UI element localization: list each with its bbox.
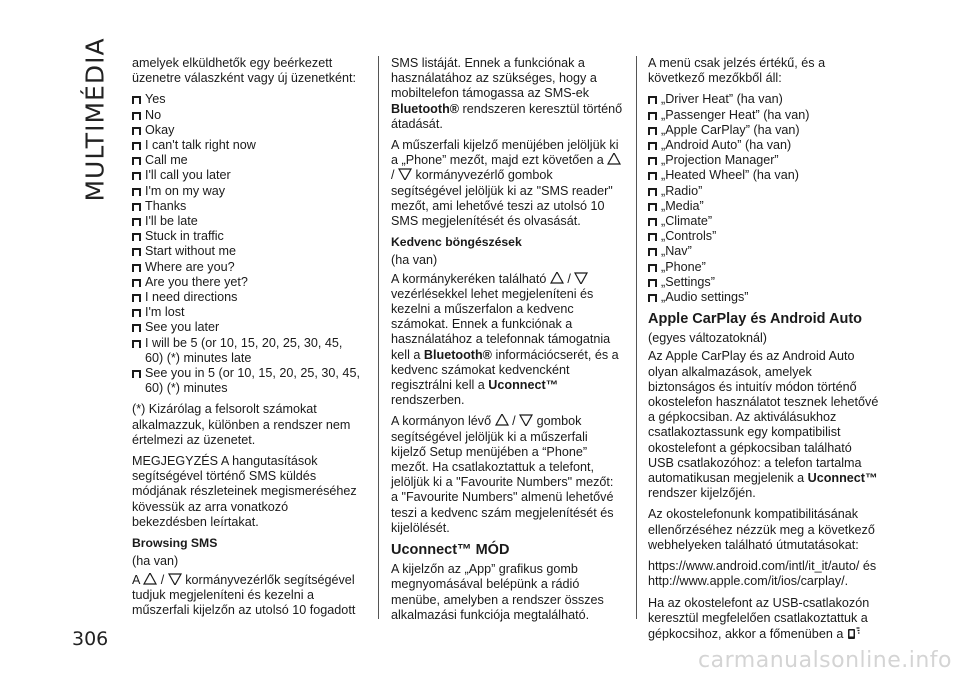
bullet-icon <box>132 279 141 287</box>
list-item <box>648 108 880 123</box>
list-item-text: See you in 5 (or 10, 15, 20, 25, 30, 45, 60) (*) minutes <box>145 366 360 396</box>
bullet-icon <box>648 248 657 256</box>
bullet-icon <box>132 324 141 332</box>
availability-note: (ha van) <box>132 554 179 569</box>
list-item-text: Okay <box>145 122 175 137</box>
list-item <box>132 275 364 290</box>
list-item <box>648 138 880 153</box>
paragraph: Ha az okostelefont az USB-csatlakozón keresztül megfelelően csatlakoztattuk a gépkocsihoz, akkor a főmenüben a <box>648 595 870 641</box>
list-item-text: „Audio settings” <box>661 290 749 305</box>
list-item <box>648 153 880 168</box>
list-item-text: „Android Auto” (ha van) <box>661 138 792 153</box>
bullet-icon <box>132 127 141 135</box>
list-item <box>132 260 364 275</box>
list-item <box>648 92 880 107</box>
list-item <box>132 366 364 396</box>
list-item <box>132 214 364 229</box>
list-item-text: „Controls” <box>661 229 717 244</box>
text-column-3 <box>648 56 880 648</box>
bullet-icon <box>132 112 141 120</box>
list-item <box>132 305 364 320</box>
list-item <box>132 123 364 138</box>
list-item <box>132 108 364 123</box>
text-column-2 <box>391 56 623 629</box>
list-item-text: Call me <box>145 153 188 168</box>
paragraph: A kormánykeréken található / vezérlésekkel lehet megjeleníteni és kezelni a műszerfalon a kedvenc számokat. Ennek a funkciónak a használatához a telefonnak támogatnia kell a Bluetooth® információcserét, és a kedvenc számokat kedvencként regisztrálni kell a Uconnect™ rendszerben. <box>391 271 619 408</box>
bullet-icon <box>648 279 657 287</box>
paragraph: Az okostelefonunk kompatibilitásának ellenőrzéséhez nézzük meg a következő webhelyeken található útmutatásokat: <box>648 507 875 552</box>
list-item-text: „Radio” <box>661 183 703 198</box>
list-item <box>132 92 364 107</box>
list-item-text: Stuck in traffic <box>145 229 224 244</box>
bullet-icon <box>132 294 141 302</box>
list-item <box>132 290 364 305</box>
bullet-icon <box>648 96 657 104</box>
bullet-icon <box>648 233 657 241</box>
list-item <box>132 168 364 183</box>
heading-carplay: Apple CarPlay és Android Auto <box>648 311 863 328</box>
column-divider <box>636 56 637 619</box>
bullet-icon <box>132 188 141 196</box>
message-list <box>132 92 364 396</box>
watermark: carmanualsonline.info <box>698 648 952 673</box>
paragraph: A / kormányvezérlők segítségével tudjuk megjeleníteni és kezelni a műszerfali kijelzőn az utolsó 10 fogadott <box>132 572 356 617</box>
list-item-text: Are you there yet? <box>145 274 248 289</box>
list-item-text: See you later <box>145 320 220 335</box>
list-item-text: „Heated Wheel” (ha van) <box>661 168 799 183</box>
up-arrow-icon <box>607 153 621 165</box>
phone-projection-icon <box>847 627 861 641</box>
bullet-icon <box>648 218 657 226</box>
section-title: MULTIMÉDIA <box>80 36 110 202</box>
list-item <box>132 138 364 153</box>
list-item-text: „Climate” <box>661 214 713 229</box>
subheading-favourites: Kedvenc böngészések <box>391 235 522 250</box>
subheading-browsing-sms: Browsing SMS <box>132 536 218 551</box>
bullet-icon <box>132 340 141 348</box>
up-arrow-icon <box>143 573 157 585</box>
list-item-text: Where are you? <box>145 259 235 274</box>
list-item <box>648 214 880 229</box>
list-item-text: I'm on my way <box>145 183 226 198</box>
bullet-icon <box>132 309 141 317</box>
bullet-icon <box>648 127 657 135</box>
bullet-icon <box>132 157 141 165</box>
list-item <box>648 199 880 214</box>
paragraph: A menü csak jelzés értékű, és a következő mezőkből áll: <box>648 56 826 86</box>
list-item <box>132 184 364 199</box>
list-item <box>648 123 880 138</box>
list-item <box>648 229 880 244</box>
list-item-text: Start without me <box>145 244 236 259</box>
paragraph: A műszerfali kijelző menüjében jelöljük ki a „Phone” mezőt, majd ezt követően a / kormányvezérlő gombok segítségével jelöljük ki az "SMS reader" mezőt, ami lehetővé teszi az utolsó 10 SMS megjelenítését és olvasását. <box>391 138 623 229</box>
bullet-icon <box>648 142 657 150</box>
paragraph: amelyek elküldhetők egy beérkezett üzenetre válaszként vagy új üzenetként: <box>132 56 357 86</box>
list-item-text: „Apple CarPlay” (ha van) <box>661 122 800 137</box>
availability-note: (egyes változatoknál) <box>648 331 768 346</box>
list-item-text: I'll call you later <box>145 168 231 183</box>
bullet-icon <box>648 157 657 165</box>
list-item <box>132 336 364 366</box>
bullet-icon <box>648 172 657 180</box>
list-item-text: I will be 5 (or 10, 15, 20, 25, 30, 45, 60) (*) minutes late <box>145 335 343 365</box>
down-arrow-icon <box>398 168 412 180</box>
list-item <box>132 229 364 244</box>
down-arrow-icon <box>574 272 588 284</box>
bullet-icon <box>132 248 141 256</box>
heading-uconnect-mode: Uconnect™ MÓD <box>391 542 510 559</box>
bullet-icon <box>648 264 657 272</box>
list-item <box>648 260 880 275</box>
note: (*) Kizárólag a felsorolt számokat alkalmazzuk, különben a rendszer nem értelmezi az üzenetet. <box>132 402 351 447</box>
list-item-text: Thanks <box>145 198 187 213</box>
url-paragraph: https://www.android.com/intl/it_it/auto/ és http://www.apple.com/it/ios/carplay/. <box>648 559 877 589</box>
list-item <box>648 184 880 199</box>
list-item-text: No <box>145 107 162 122</box>
list-item-text: „Nav” <box>661 244 692 259</box>
list-item-text: „Phone” <box>661 259 706 274</box>
menu-list <box>648 92 880 305</box>
bullet-icon <box>648 294 657 302</box>
list-item-text: Yes <box>145 92 166 107</box>
bullet-icon <box>648 188 657 196</box>
list-item <box>648 275 880 290</box>
paragraph: A kijelzőn az „App” grafikus gomb megnyomásával belépünk a rádió menübe, amelyben a rendszer összes alkalmazási funkciója megtalálható. <box>391 562 604 622</box>
bullet-icon <box>132 172 141 180</box>
bullet-icon <box>648 112 657 120</box>
bullet-icon <box>132 96 141 104</box>
up-arrow-icon <box>495 414 509 426</box>
list-item-text: I'll be late <box>145 214 198 229</box>
list-item-text: „Projection Manager” <box>661 153 779 168</box>
availability-note: (ha van) <box>391 253 438 268</box>
text-column-1 <box>132 56 364 624</box>
list-item-text: „Media” <box>661 198 704 213</box>
list-item-text: I'm lost <box>145 305 185 320</box>
list-item <box>132 153 364 168</box>
column-divider <box>378 56 379 619</box>
page-number: 306 <box>72 628 109 650</box>
bullet-icon <box>132 203 141 211</box>
list-item <box>132 244 364 259</box>
up-arrow-icon <box>550 272 564 284</box>
bullet-icon <box>648 203 657 211</box>
bullet-icon <box>132 218 141 226</box>
list-item-text: I can't talk right now <box>145 138 256 153</box>
list-item-text: „Driver Heat” (ha van) <box>661 92 783 107</box>
paragraph: A kormányon lévő / gombok segítségével jelöljük ki a műszerfali kijelző Setup menüjében a “Phone” mezőt. Ha csatlakoztattuk a telefont, jelöljük ki a "Favourite Numbers" mezőt: a "Favourite Numbers" almenü lehetővé teszi a kedvenc szám megjelenítését és kijelölését. <box>391 414 614 535</box>
list-item <box>648 244 880 259</box>
paragraph: Az Apple CarPlay és az Android Auto olyan alkalmazások, amelyek biztonságos és intuitív módon történő okostelefon használatot tesznek lehetővé a gépkocsiban. Az aktiválásukhoz csatlakoztassunk egy kompatibilist okostelefont a gépkocsiban található USB csatlakozóhoz: a telefon tartalma automatikusan megjelenik a Uconnect™ rendszer kijelzőjén. <box>648 349 879 501</box>
bullet-icon <box>132 370 141 378</box>
note: MEGJEGYZÉS A hangutasítások segítségével történő SMS küldés módjának részleteinek megismeréséhez kövessük az arra vonatkozó bekezdésben leírtakat. <box>132 454 357 529</box>
list-item <box>132 199 364 214</box>
list-item <box>648 290 880 305</box>
list-item <box>648 168 880 183</box>
list-item <box>132 320 364 335</box>
paragraph: SMS listáját. Ennek a funkciónak a használatához az szükséges, hogy a mobiltelefon támogassa az SMS-ek Bluetooth® rendszeren keresztül történő átadását. <box>391 56 623 131</box>
bullet-icon <box>132 233 141 241</box>
bullet-icon <box>132 142 141 150</box>
down-arrow-icon <box>168 573 182 585</box>
list-item-text: „Passenger Heat” (ha van) <box>661 107 810 122</box>
down-arrow-icon <box>519 414 533 426</box>
list-item-text: I need directions <box>145 290 238 305</box>
list-item-text: „Settings” <box>661 274 715 289</box>
bullet-icon <box>132 264 141 272</box>
